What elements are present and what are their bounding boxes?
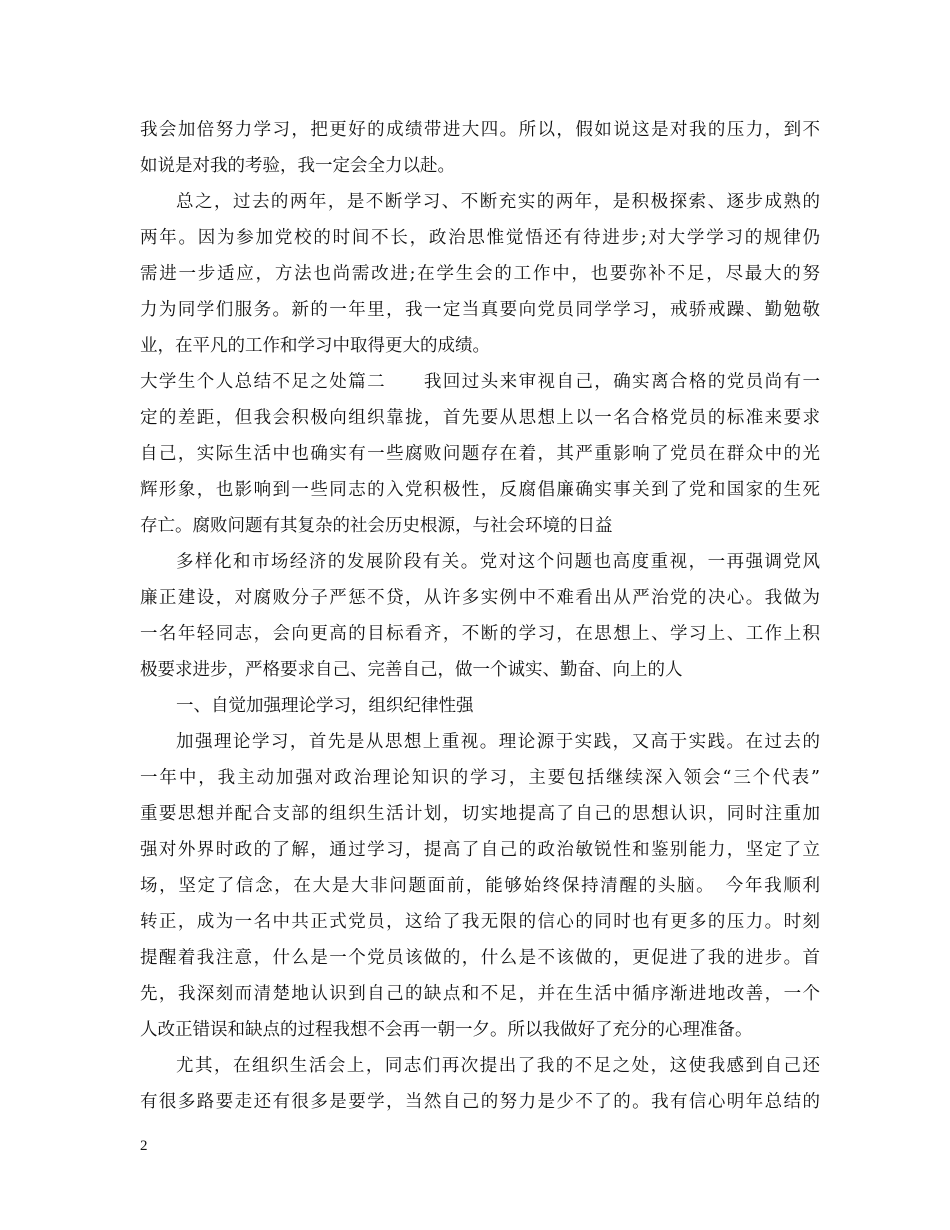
text-line: 重要思想并配合支部的组织生活计划，切实地提高了自己的思想认识，同时注重加 <box>140 804 820 824</box>
text-line: 一年中，我主动加强对政治理论知识的学习，主要包括继续深入领会“三个代表” <box>140 768 820 788</box>
text-line: 辉形象，也影响到一些同志的入党积极性，反腐倡廉确实事关到了党和国家的生死 <box>140 480 820 500</box>
text-line: 多样化和市场经济的发展阶段有关。党对这个问题也高度重视，一再强调党风 <box>176 552 820 572</box>
text-line: 人改正错误和缺点的过程我想不会再一朝一夕。所以我做好了充分的心理准备。 <box>140 1020 753 1040</box>
text-line: 加强理论学习，首先是从思想上重视。理论源于实践，又高于实践。在过去的 <box>176 732 820 752</box>
text-line: 大学生个人总结不足之处篇二 我回过头来审视自己，确实离合格的党员尚有一 <box>140 372 820 392</box>
text-line: 如说是对我的考验，我一定会全力以赴。 <box>140 156 455 176</box>
page-number: 2 <box>140 1138 148 1154</box>
text-line: 强对外界时政的了解，通过学习，提高了自己的政治敏锐性和鉴别能力，坚定了立 <box>140 840 820 860</box>
text-line: 先，我深刻而清楚地认识到自己的缺点和不足，并在生活中循序渐进地改善，一个 <box>140 984 820 1004</box>
text-line: 存亡。腐败问题有其复杂的社会历史根源，与社会环境的日益 <box>140 516 613 536</box>
text-line: 业，在平凡的工作和学习中取得更大的成绩。 <box>140 336 490 356</box>
text-line: 需进一步适应，方法也尚需改进;在学生会的工作中，也要弥补不足，尽最大的努 <box>140 264 820 284</box>
text-line: 极要求进步，严格要求自己、完善自己，做一个诚实、勤奋、向上的人 <box>140 660 683 680</box>
text-line: 自己，实际生活中也确实有一些腐败问题存在着，其严重影响了党员在群众中的光 <box>140 444 820 464</box>
text-line: 力为同学们服务。新的一年里，我一定当真要向党员同学学习，戒骄戒躁、勤勉敬 <box>140 300 820 320</box>
text-line: 廉正建设，对腐败分子严惩不贷，从许多实例中不难看出从严治党的决心。我做为 <box>140 588 820 608</box>
text-line: 场，坚定了信念，在大是大非问题面前，能够始终保持清醒的头脑。 今年我顺利 <box>140 876 820 896</box>
text-line: 两年。因为参加党校的时间不长，政治思惟觉悟还有待进步;对大学学习的规律仍 <box>140 228 820 248</box>
text-line: 转正，成为一名中共正式党员，这给了我无限的信心的同时也有更多的压力。时刻 <box>140 912 820 932</box>
text-line: 我会加倍努力学习，把更好的成绩带进大四。所以，假如说这是对我的压力，到不 <box>140 120 820 140</box>
text-line: 一名年轻同志，会向更高的目标看齐，不断的学习，在思想上、学习上、工作上积 <box>140 624 820 644</box>
text-line: 定的差距，但我会积极向组织靠拢，首先要从思想上以一名合格党员的标准来要求 <box>140 408 820 428</box>
section-heading: 一、自觉加强理论学习，组织纪律性强 <box>176 696 474 716</box>
text-line: 总之，过去的两年，是不断学习、不断充实的两年，是积极探索、逐步成熟的 <box>176 192 820 212</box>
text-line: 尤其，在组织生活会上，同志们再次提出了我的不足之处，这使我感到自己还 <box>176 1056 820 1076</box>
text-line: 有很多路要走还有很多是要学，当然自己的努力是少不了的。我有信心明年总结的 <box>140 1092 820 1112</box>
text-line: 提醒着我注意，什么是一个党员该做的，什么是不该做的，更促进了我的进步。首 <box>140 948 820 968</box>
